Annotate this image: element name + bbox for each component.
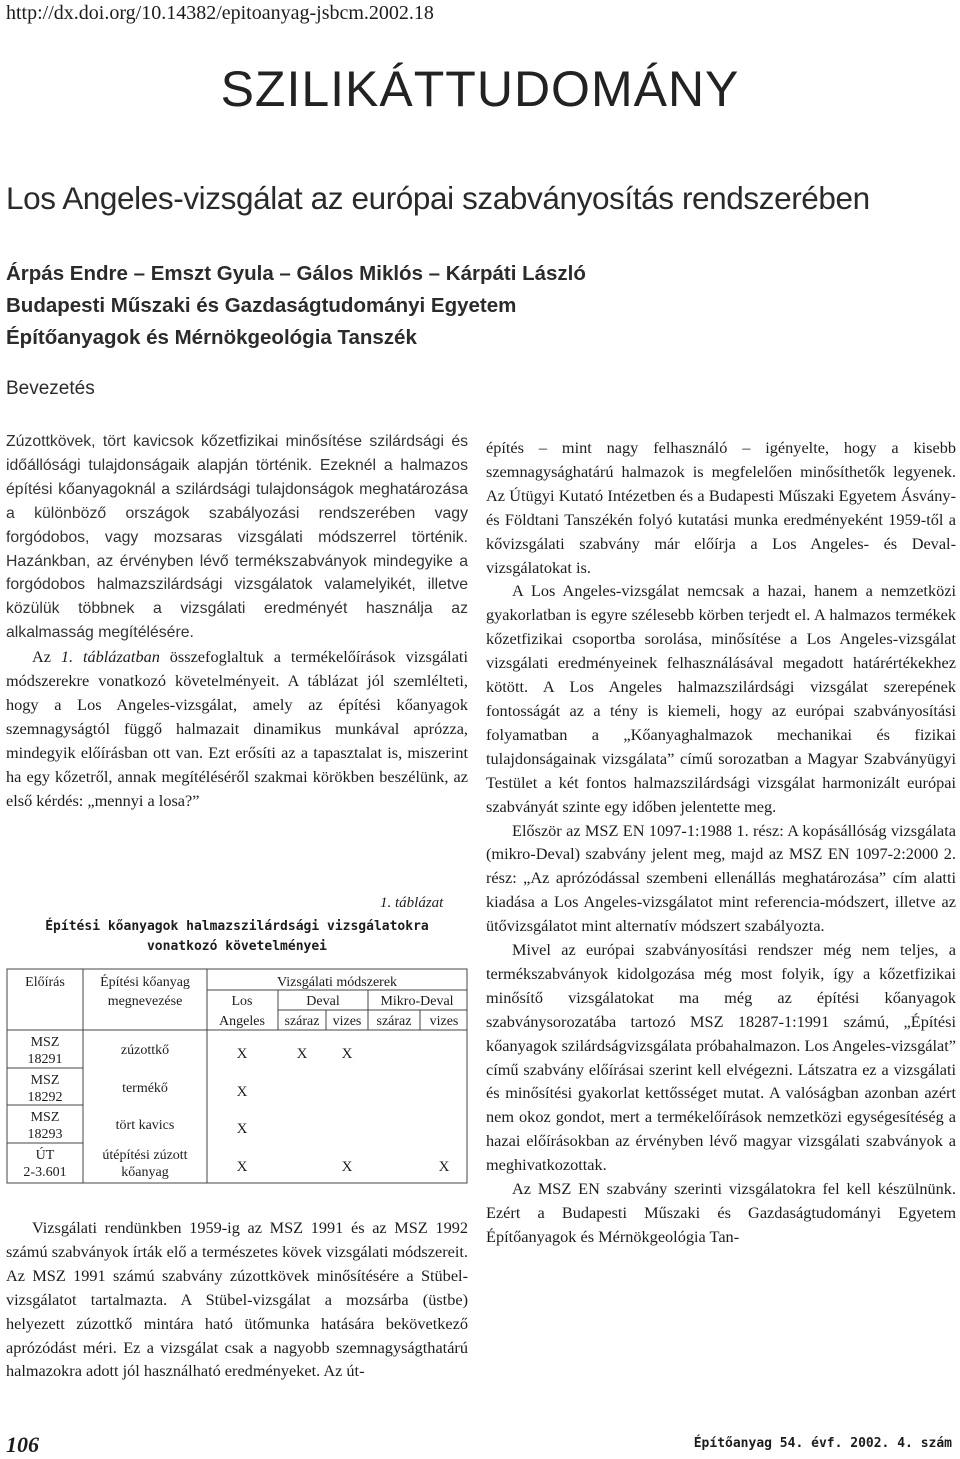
table-caption <box>6 917 468 957</box>
header-methods: Vizsgálati módszerek <box>276 975 398 990</box>
paragraph: Először az MSZ EN 1097-1:1988 1. rész: A kopásállóság vizsgálata (mikro-Deval) szabvány jelent meg, majd az MSZ EN 1097-2:2000 2. rész: „Az aprózódással szembeni ellenállás meghatározása” cím alatti kiadása a Los Angeles-vizsgálatot mint referencia-módszert, illetve az ütővizsgálatot mint alternatív módszert szabályozta. <box>486 820 956 936</box>
row-code: ÚT <box>35 1148 55 1163</box>
paragraph: Vizsgálati rendünkben 1959-ig az MSZ 1991 és az MSZ 1992 számú szabványok írták elő a természetes kövek vizsgálati módszereit. Az MSZ 1991 számú szabvány zúzottkövek minősítésére a Stübel-vizsgálatot tartalmazta. A Stübel-vizsgálat a mozsárba (üstbe) helyezett zúzottkő mintára ható ütőmunka hatására bekövetkező aprózódást méri. Ez a vizsgálat csak a nagyobb szemnagyságthatárú halmazokra adott jól használható eredményeket. Az út- <box>6 1218 468 1381</box>
row-code: MSZ <box>30 1035 60 1050</box>
row-code-number: 2-3.601 <box>23 1165 67 1180</box>
table-reference: 1. táblázatban <box>60 647 160 667</box>
left-column-top <box>6 430 468 813</box>
row-mark-ds: X <box>296 1046 308 1062</box>
journal-footer: Építőanyag 54. évf. 2002. 4. szám <box>693 1436 952 1451</box>
row-code-number: 18293 <box>27 1127 63 1142</box>
header-deval-szaraz: száraz <box>284 1014 320 1029</box>
table-caption-line: Építési kőanyagok halmazszilárdsági vizsgálatokra <box>45 919 429 934</box>
paragraph-text: összefoglaltuk a termékelőírások vizsgálati módszerekre vonatkozó követelményeit. A táblázat jól szemlélteti, hogy a Los Angeles-vizsgálat, amely az építési kőanyagok szemnagyságtól függő halmazait dinamikus munkával aprózza, mindegyik előírásban ott van. Ezt erősíti az a tapasztalat is, miszerint ha egy kőzetről, annak megítéléséről szakmai körökben beszélünk, az első kérdés: „mennyi a losa?” <box>6 647 468 810</box>
doi-link[interactable]: http://dx.doi.org/10.14382/epitoanyag-jsbcm.2002.18 <box>6 2 434 24</box>
row-code: MSZ <box>30 1110 60 1125</box>
affiliation-department: Építőanyagok és Mérnökgeológia Tanszék <box>6 326 417 349</box>
row-mark-la: X <box>236 1159 248 1175</box>
row-mark-dv: X <box>341 1159 353 1175</box>
header-mikro-deval: Mikro-Deval <box>380 994 454 1009</box>
article-title: Los Angeles-vizsgálat az európai szabványosítás rendszerében <box>6 180 870 216</box>
table-number: 1. táblázat <box>380 895 444 911</box>
row-material: kőanyag <box>121 1165 169 1180</box>
header-deval: Deval <box>306 994 340 1009</box>
paragraph: Mivel az európai szabványosítási rendszer még nem teljes, a termékszabványok kidolgozása még most folyik, így a kőzetfizikai minősítő vizsgálatokat ma még az építési kőanyagok szabványsorozatába tartozó MSZ 18287-1:1991 számú, „Építési kőanyagok szilárdságvizsgálata próbahalmazon. Los Angeles-vizsgálat” című szabvány előírásai szerint kell elvégezni. Látszatra ez a vizsgálati és minősítési gyakorlat kettősséget mutat. A valóságban azonban azért nem okoz gondot, mert a termékelőírások nemzetközi egységesítéség a hazai előírásokban az érvényben lévő magyar vizsgálati szabványok a meghivatkozottak. <box>486 940 956 1175</box>
article-authors: Árpás Endre – Emszt Gyula – Gálos Miklós – Kárpáti László <box>6 262 586 285</box>
row-material: tört kavics <box>115 1118 175 1133</box>
paragraph: Az MSZ EN szabvány szerinti vizsgálatokra fel kell készülnünk. Ezért a Budapesti Műszaki és Gazdaságtudományi Egyetem Építőanyagok és Mérnökgeológia Tan- <box>486 1179 956 1246</box>
paragraph: A Los Angeles-vizsgálat nemcsak a hazai, hanem a nemzetközi gyakorlatban is egyre szélesebb körben terjedt el. A halmazos termékek kőzetfizikai csoportba sorolása, minősítése a Los Angeles-vizsgálat vizsgálati eredményeinek felhasználásával megadott határértékekhez kötött. A Los Angeles halmazszilárdsági vizsgálat szerepének fontosságát az a tény is kiemeli, hogy az európai szabványosítási folyamatban a „Kőanyaghalmazok mechanikai és fizikai tulajdonságainak vizsgálata” című sorozatban a Magyar Szabványügyi Testület a két fontos halmazszilárdsági vizsgálat harmonizált európai szabványát szinte egy időben jelentette meg. <box>486 581 956 816</box>
header-los: Los <box>231 994 253 1009</box>
row-material: zúzottkő <box>120 1043 170 1058</box>
header-material-2: megnevezése <box>107 994 183 1009</box>
page-number: 106 <box>6 1432 39 1457</box>
header-mikro-vizes: vizes <box>429 1014 459 1029</box>
row-mark-mv: X <box>438 1159 450 1175</box>
header-material: Építési kőanyag <box>100 975 190 990</box>
row-code: MSZ <box>30 1073 60 1088</box>
header-eloiras: Előírás <box>25 975 65 990</box>
header-deval-vizes: vizes <box>332 1014 362 1029</box>
row-material: útépítési zúzott <box>102 1148 188 1163</box>
row-mark-dv: X <box>341 1046 353 1062</box>
row-code-number: 18292 <box>27 1090 63 1105</box>
table-reference-paragraph <box>6 645 468 812</box>
row-mark-la: X <box>236 1046 248 1062</box>
paragraph: építés – mint nagy felhasználó – igényelte, hogy a kisebb szemnagysághatárú halmazok is megfelelően minősíthetők legyenek. Az Útügyi Kutató Intézetben és a Budapesti Műszaki Egyetem Ásvány- és Földtani Tanszékén folyó kutatási munka eredményeként 1959-től a kővizsgálati szabvány már előírja a Los Angeles- és Deval-vizsgálatokat is. <box>486 438 956 577</box>
header-mikro-szaraz: száraz <box>376 1014 412 1029</box>
section-title: SZILIKÁTTUDOMÁNY <box>220 61 740 117</box>
intro-paragraph: Zúzottkövek, tört kavicsok kőzetfizikai minősítése szilárdsági és időállósági tulajdonságaik alapján történik. Ezeknél a halmazos építési kőanyagoknál a szilárdsági tulajdonságok meghatározása a különböző országok szabályozási rendszerében vagy forgódobos, vagy mozsaras vizsgálati módszerrel történik. Hazánkban, az érvényben lévő termékszabványok mindegyike a forgódobos halmazszilárdsági vizsgálatok valamelyikét, illetve közülük többnek a vizsgálati eredményét használja az alkalmasság megítélésére. <box>6 433 468 642</box>
affiliation-university: Budapesti Műszaki és Gazdaságtudományi Egyetem <box>6 294 517 317</box>
row-code-number: 18291 <box>27 1052 63 1067</box>
left-column-bottom <box>6 1216 468 1383</box>
row-mark-la: X <box>236 1084 248 1100</box>
section-heading: Bevezetés <box>6 378 95 399</box>
table-rows <box>23 1035 449 1180</box>
row-mark-la: X <box>236 1121 248 1137</box>
header-angeles: Angeles <box>219 1014 265 1029</box>
paragraph-text: Az <box>32 647 61 667</box>
right-column <box>486 436 956 1249</box>
row-material: termékő <box>122 1081 168 1096</box>
table-grid <box>6 968 468 1184</box>
table-caption-line: vonatkozó követelményei <box>146 939 327 954</box>
requirements-table <box>6 968 468 1184</box>
